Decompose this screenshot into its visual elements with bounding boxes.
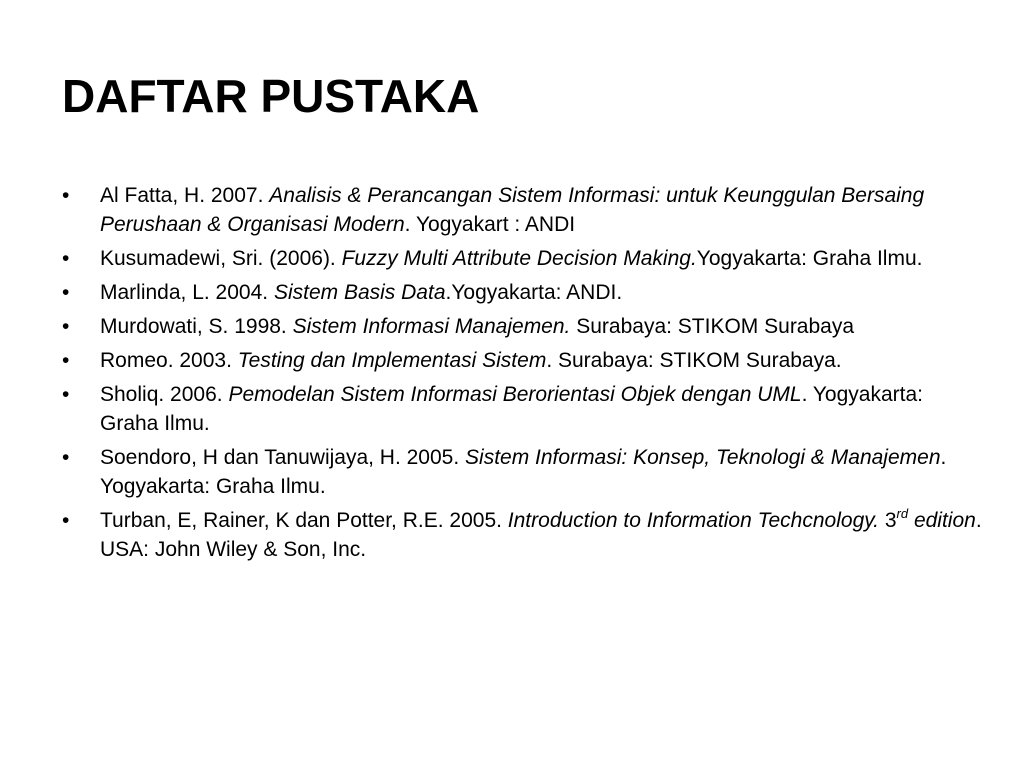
reference-publisher: . Surabaya: STIKOM Surabaya. xyxy=(546,349,842,372)
reference-author: Al Fatta, H. 2007. xyxy=(100,184,270,207)
reference-title: Testing dan Implementasi Sistem xyxy=(237,349,547,372)
reference-publisher: . Yogyakarta: Graha Ilmu. xyxy=(100,383,923,435)
bullet-icon: • xyxy=(62,509,70,532)
bullet-icon: • xyxy=(62,383,70,406)
slide-title: DAFTAR PUSTAKA xyxy=(62,70,480,122)
reference-publisher: .Yogyakarta: ANDI. xyxy=(445,281,623,304)
reference-publisher: . Yogyakarta: Graha Ilmu. xyxy=(100,446,947,498)
bullet-icon: • xyxy=(62,446,70,469)
reference-publisher: Surabaya: STIKOM Surabaya xyxy=(570,315,855,338)
reference-title: Sistem Informasi Manajemen. xyxy=(292,315,571,338)
list-item xyxy=(62,443,982,501)
reference-author: Turban, E, Rainer, K dan Potter, R.E. 2005. xyxy=(100,509,508,532)
reference-author: Kusumadewi, Sri. (2006). xyxy=(100,247,342,270)
reference-title: Sistem Informasi: Konsep, Teknologi & Manajemen xyxy=(465,446,941,469)
reference-author: Sholiq. 2006. xyxy=(100,383,229,406)
reference-author: Marlinda, L. 2004. xyxy=(100,281,274,304)
reference-title: Sistem Basis Data xyxy=(273,281,446,304)
reference-edition-number: 3 xyxy=(879,509,897,532)
bullet-icon: • xyxy=(62,349,70,372)
reference-edition-suffix: rd xyxy=(896,506,909,521)
list-item xyxy=(62,181,982,239)
reference-author: Murdowati, S. 1998. xyxy=(100,315,293,338)
list-item xyxy=(62,506,982,564)
list-item xyxy=(62,244,982,273)
reference-title: Pemodelan Sistem Informasi Berorientasi Objek dengan UML xyxy=(228,383,802,406)
reference-author: Romeo. 2003. xyxy=(100,349,238,372)
bullet-icon: • xyxy=(62,281,70,304)
reference-publisher: . Yogyakart : ANDI xyxy=(404,213,576,236)
bullet-icon: • xyxy=(62,315,70,338)
reference-author: Soendoro, H dan Tanuwijaya, H. 2005. xyxy=(100,446,466,469)
reference-publisher: . USA: John Wiley & Son, Inc. xyxy=(100,509,982,561)
reference-title: Fuzzy Multi Attribute Decision Making. xyxy=(341,247,697,270)
list-item xyxy=(62,278,982,307)
reference-edition-label: edition xyxy=(908,509,976,532)
reference-title: Analisis & Perancangan Sistem Informasi: untuk Keunggulan Bersaing Perushaan & Organisasi Modern xyxy=(100,184,925,236)
bullet-icon: • xyxy=(62,184,70,207)
list-item xyxy=(62,346,982,375)
bullet-icon: • xyxy=(62,247,70,270)
list-item xyxy=(62,380,982,438)
reference-publisher: Yogyakarta: Graha Ilmu. xyxy=(696,247,923,270)
list-item xyxy=(62,312,982,341)
reference-list xyxy=(62,181,982,569)
reference-title: Introduction to Information Techcnology. xyxy=(507,509,880,532)
